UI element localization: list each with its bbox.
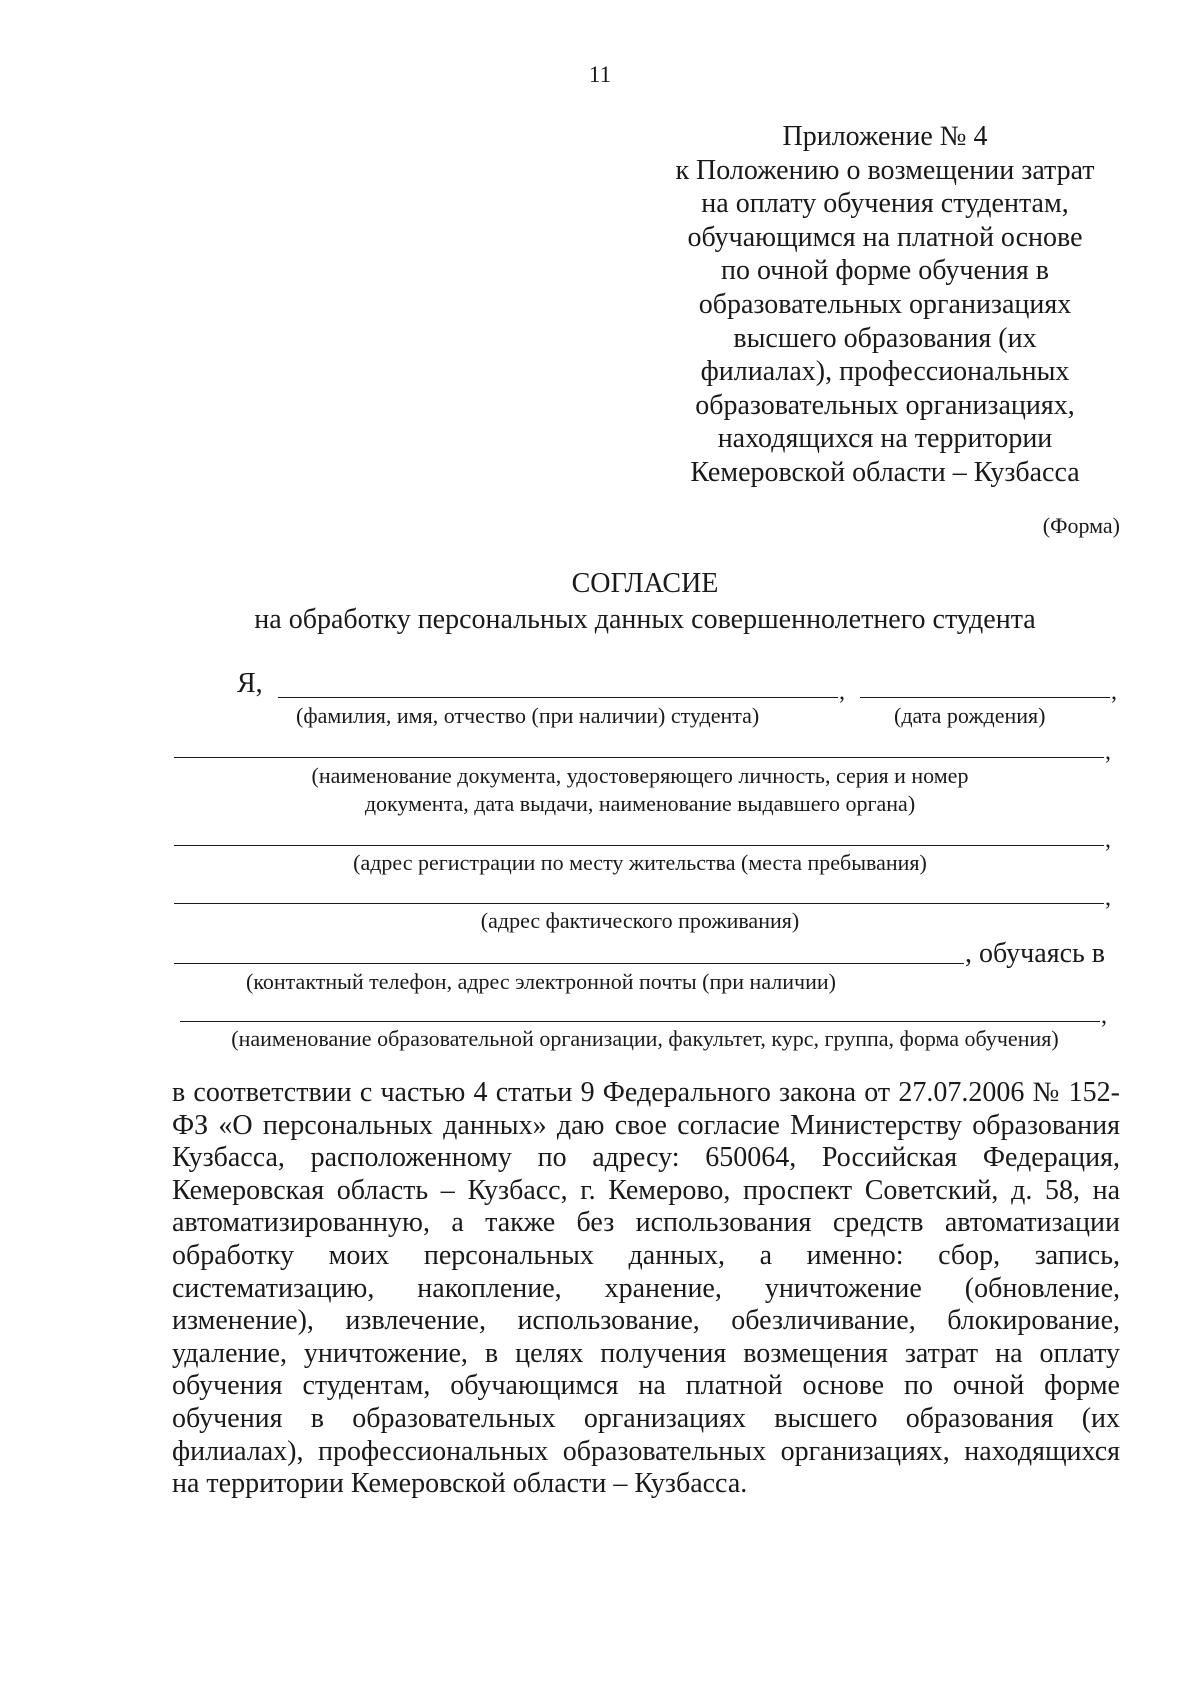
appendix-header [650, 120, 1120, 490]
studying-at-text: , обучаясь в [965, 938, 1105, 969]
document-subtitle: на обработку персональных данных совершеннолетнего студента [254, 604, 1036, 635]
actual-address-field-line[interactable] [174, 903, 1104, 904]
comma: , [1101, 1003, 1107, 1029]
caption-organization: (наименование образовательной организации, факультет, курс, группа, форма обучения) [231, 1026, 1059, 1051]
appendix-line: образовательных организациях, [695, 389, 1075, 421]
comma: , [839, 679, 845, 705]
appendix-line: Приложение № 4 [782, 121, 988, 152]
caption-registration-address: (адрес регистрации по месту жительства (места пребывания) [353, 850, 927, 875]
document-title: СОГЛАСИЕ [571, 568, 719, 599]
appendix-line: Кемеровской области – Кузбасса [690, 456, 1080, 488]
appendix-line: к Положению о возмещении затрат [675, 154, 1095, 186]
page-number: 11 [588, 62, 612, 87]
contacts-field-line[interactable] [174, 963, 964, 964]
comma: , [1105, 827, 1111, 853]
registration-address-field-line[interactable] [174, 845, 1104, 846]
comma: , [1105, 885, 1111, 911]
appendix-line: по очной форме обучения в [721, 255, 1049, 287]
birth-date-field-line[interactable] [860, 697, 1110, 698]
form-label: (Форма) [1042, 513, 1120, 538]
appendix-line: высшего образования (их [733, 322, 1037, 354]
fio-field-line[interactable] [278, 697, 838, 698]
organization-field-line[interactable] [180, 1021, 1100, 1022]
comma: , [1111, 679, 1117, 705]
caption-fio: (фамилия, имя, отчество (при наличии) студента) [296, 703, 760, 728]
appendix-line: филиалах), профессиональных [700, 356, 1070, 388]
caption-contacts: (контактный телефон, адрес электронной почты (при наличии) [246, 969, 836, 994]
caption-birth-date: (дата рождения) [894, 703, 1046, 728]
appendix-line: обучающимся на платной основе [687, 221, 1083, 253]
caption-identity-document-2: документа, дата выдачи, наименование выдавшего органа) [364, 791, 916, 816]
appendix-line: образовательных организациях [698, 288, 1072, 320]
prefix-ya: Я, [237, 668, 263, 699]
identity-document-field-line[interactable] [174, 757, 1104, 758]
caption-identity-document-1: (наименование документа, удостоверяющего личность, серия и номер [311, 763, 969, 788]
appendix-line: находящихся на территории [717, 423, 1053, 455]
consent-body-text: в соответствии с частью 4 статьи 9 Федерального закона от 27.07.2006 № 152-ФЗ «О персональных данных» даю свое согласие Министерству образования Кузбасса, расположенному по адресу: 650064, Российская Федерация, Кемеровская область – Кузбасс, г. Кемерово, проспект Советский, д. 58, на автоматизированную, а также без использования средств автоматизации обработку моих персональных данных, а именно: сбор, запись, систематизацию, накопление, хранение, уничтожение (обновление, изменение), извлечение, использование, обезличивание, блокирование, удаление, уничтожение, в целях получения возмещения затрат на оплату обучения студентам, обучающимся на платной основе по очной форме обучения в образовательных организациях высшего образования (их филиалах), профессиональных образовательных организациях, находящихся на территории Кемеровской области – Кузбасса. [172, 1077, 1120, 1500]
comma: , [1105, 739, 1111, 765]
appendix-line: на оплату обучения студентам, [701, 188, 1069, 220]
caption-actual-address: (адрес фактического проживания) [480, 908, 800, 933]
